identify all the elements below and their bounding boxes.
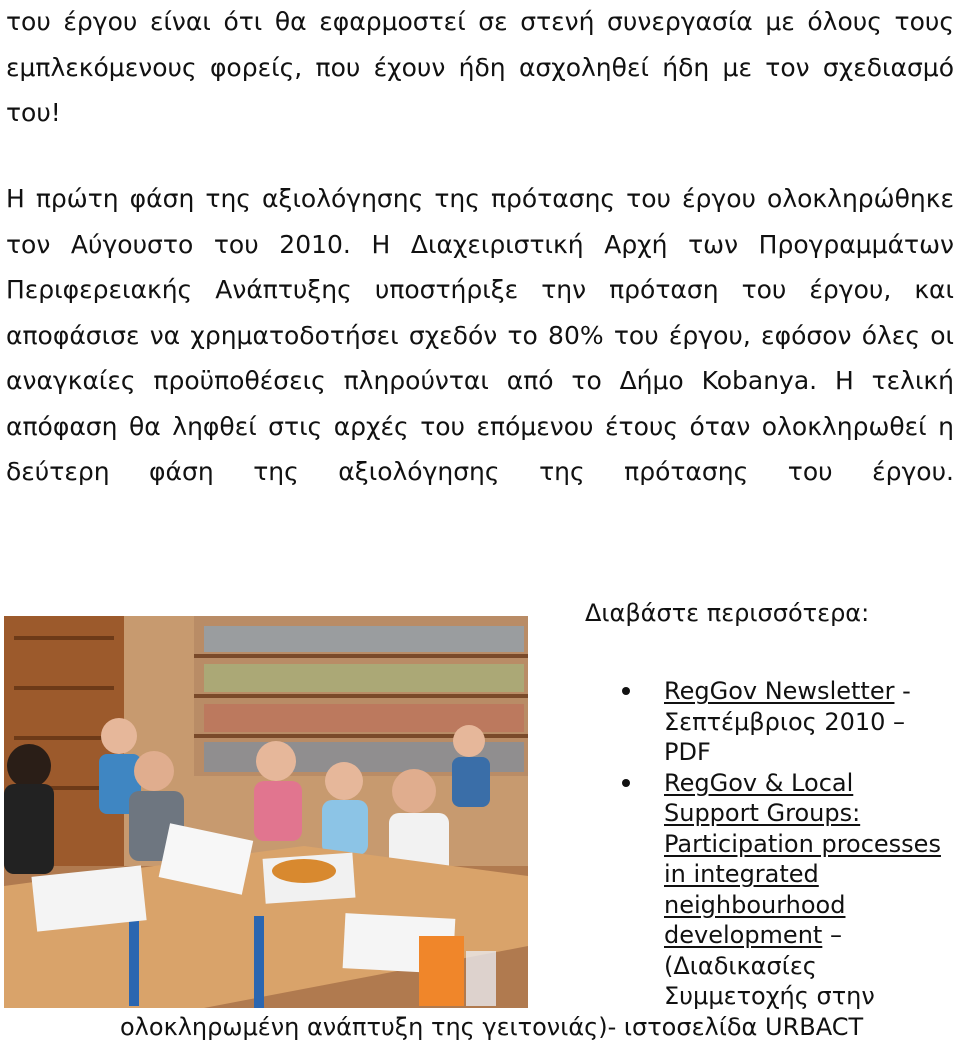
reggov-local-support-groups-link[interactable]: Participation processes: [664, 829, 941, 858]
link-desc-line: (Διαδικασίες: [664, 951, 817, 980]
bullet-icon: [622, 687, 630, 695]
paragraph-line: αποφάσισε να χρηματοδοτήσει σχεδόν το 80% του έργου, εφόσον όλες οι: [6, 320, 954, 350]
paragraph-line: δεύτερη φάση της αξιολόγησης της πρότασης του έργου.: [6, 457, 954, 486]
link-desc-line: PDF: [664, 738, 711, 766]
photo-children-library: [4, 616, 528, 1008]
read-more-links: [620, 676, 958, 1012]
paragraph-line: εμπλεκόμενους φορείς, που έχουν ήδη ασχοληθεί ήδη με τον σχεδιασμό: [6, 52, 954, 82]
paragraph-line: απόφαση θα ληφθεί στις αρχές του επόμενου έτους όταν ολοκληρωθεί η: [6, 411, 954, 441]
bullet-icon: [622, 779, 630, 787]
photo-image: [4, 616, 528, 1008]
paragraph-line: του έργου είναι ότι θα εφαρμοστεί σε στενή συνεργασία με όλους τους: [6, 7, 954, 36]
link-suffix: -: [894, 677, 911, 705]
paragraph-line: τον Αύγουστο του 2010. Η Διαχειριστική Αρχή των Προγραμμάτων: [6, 229, 954, 259]
reggov-local-support-groups-link[interactable]: Support Groups:: [664, 799, 861, 827]
reggov-newsletter-link[interactable]: RegGov Newsletter: [664, 677, 895, 705]
link-desc-line: Συμμετοχής στην: [664, 982, 875, 1010]
list-item: [620, 768, 958, 1012]
reggov-local-support-groups-link[interactable]: RegGov & Local: [664, 768, 854, 797]
paragraph-line: Περιφερειακής Ανάπτυξης υποστήριξε την πρόταση του έργου, και: [6, 275, 954, 304]
link-desc-line: Σεπτέμβριος 2010 –: [664, 707, 906, 736]
body-paragraph-1: [6, 0, 954, 136]
list-item: [620, 676, 958, 768]
read-more-heading: Διαβάστε περισσότερα:: [585, 599, 870, 627]
link-suffix: –: [822, 921, 842, 949]
paragraph-line: Η πρώτη φάση της αξιολόγησης της πρότασης του έργου ολοκληρώθηκε: [6, 184, 954, 213]
reggov-local-support-groups-link[interactable]: neighbourhood: [664, 890, 846, 919]
reggov-local-support-groups-link[interactable]: in integrated: [664, 860, 819, 888]
link-desc-last-line: ολοκληρωμένη ανάπτυξη της γειτονιάς)- ιστοσελίδα URBACT: [120, 1013, 864, 1041]
paragraph-line: του!: [6, 98, 61, 127]
body-paragraph-2: [6, 176, 954, 495]
paragraph-line: αναγκαίες προϋποθέσεις πληρούνται από το Δήμο Kobanya. Η τελική: [6, 366, 954, 395]
reggov-local-support-groups-link[interactable]: development: [664, 921, 823, 949]
